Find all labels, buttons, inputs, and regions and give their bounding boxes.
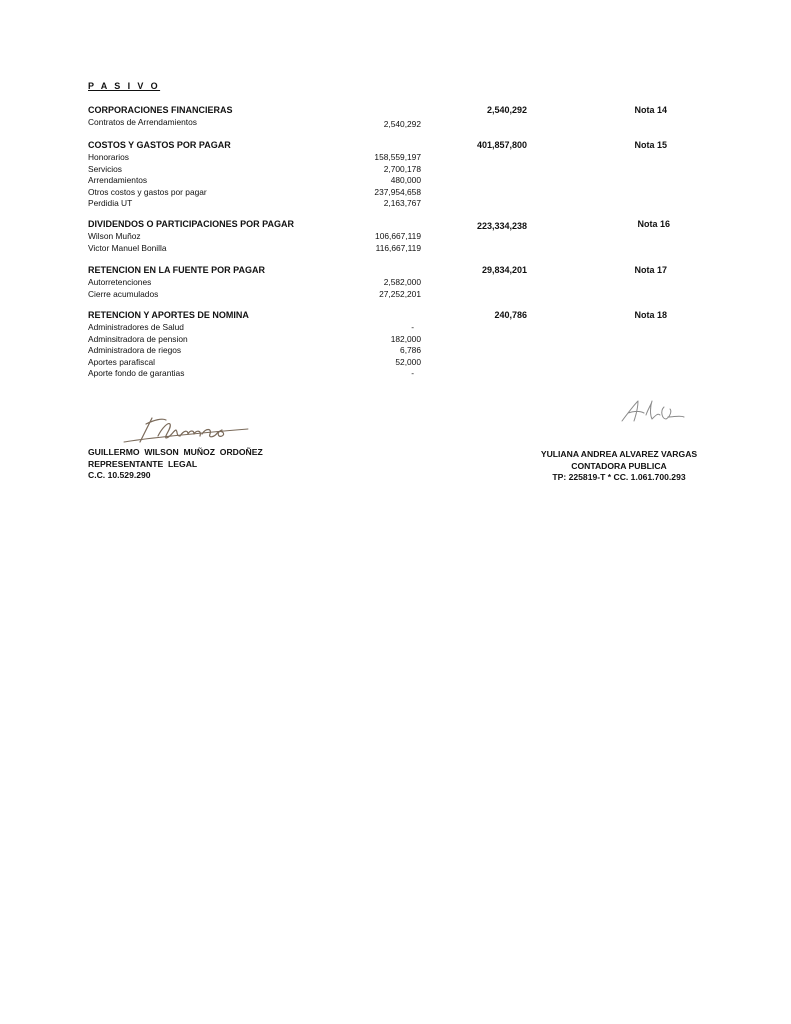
section-nota: Nota 16 bbox=[637, 219, 670, 229]
line-item-value: 6,786 bbox=[400, 345, 421, 355]
section-nota: Nota 17 bbox=[634, 265, 667, 275]
line-item-label: Administradores de Salud bbox=[88, 322, 184, 332]
page-title: P A S I V O bbox=[88, 81, 161, 91]
line-item-label: Wilson Muñoz bbox=[88, 231, 141, 241]
section-title: COSTOS Y GASTOS POR PAGAR bbox=[88, 140, 231, 150]
line-item-label: Cierre acumulados bbox=[88, 288, 159, 299]
line-item-label: Perdidia UT bbox=[88, 198, 133, 208]
line-item-value: - bbox=[411, 322, 414, 332]
line-item-value: - bbox=[411, 368, 414, 378]
section-dividendos bbox=[0, 219, 791, 254]
section-title: RETENCION EN LA FUENTE POR PAGAR bbox=[88, 265, 266, 275]
line-item-value: 52,000 bbox=[395, 356, 421, 367]
line-item bbox=[0, 117, 791, 129]
line-item-label: Otros costos y gastos por pagar bbox=[88, 186, 207, 197]
legal-representative-signature bbox=[118, 412, 268, 448]
line-item-value: 237,954,658 bbox=[374, 186, 421, 197]
signatory-role: REPRESENTANTE LEGAL bbox=[88, 458, 198, 469]
line-item bbox=[0, 277, 791, 289]
section-nota: Nota 15 bbox=[634, 140, 667, 150]
line-item-label: Servicios bbox=[88, 163, 122, 174]
line-item bbox=[0, 368, 791, 380]
line-item-value: 2,582,000 bbox=[383, 277, 421, 287]
section-retencion-nomina bbox=[0, 310, 791, 380]
line-item-value: 106,667,119 bbox=[375, 231, 421, 241]
section-total: 240,786 bbox=[494, 310, 527, 320]
line-item bbox=[0, 231, 791, 243]
line-item bbox=[0, 322, 791, 334]
signatory-id: C.C. 10.529.290 bbox=[88, 470, 151, 480]
signatory-id: TP: 225819-T * CC. 1.061.700.293 bbox=[552, 472, 686, 482]
line-item-value: 2,163,767 bbox=[383, 198, 421, 208]
section-nota: Nota 14 bbox=[634, 105, 667, 115]
line-item-label: Administradora de riegos bbox=[88, 345, 182, 355]
line-item-label: Victor Manuel Bonilla bbox=[88, 242, 167, 253]
line-item-label: Arrendamientos bbox=[88, 175, 148, 185]
line-item bbox=[0, 152, 791, 164]
section-retencion-fuente bbox=[0, 265, 791, 300]
signatory-legal-representative bbox=[88, 447, 263, 482]
line-item bbox=[0, 334, 791, 346]
section-header bbox=[0, 140, 791, 152]
signatory-name: YULIANA ANDREA ALVAREZ VARGAS bbox=[540, 449, 698, 459]
section-costos-gastos bbox=[0, 140, 791, 210]
line-item bbox=[0, 175, 791, 187]
line-item bbox=[0, 198, 791, 210]
signatory-role: CONTADORA PUBLICA bbox=[571, 460, 667, 471]
section-title: RETENCION Y APORTES DE NOMINA bbox=[88, 310, 249, 320]
line-item-value: 2,540,292 bbox=[383, 119, 421, 129]
signatory-name: GUILLERMO WILSON MUÑOZ ORDOÑEZ bbox=[88, 447, 263, 457]
line-item-value: 480,000 bbox=[390, 175, 421, 185]
line-item-label: Aportes parafiscal bbox=[88, 356, 156, 367]
line-item-value: 116,667,119 bbox=[375, 242, 421, 253]
line-item-value: 27,252,201 bbox=[379, 288, 421, 299]
section-corporaciones-financieras bbox=[0, 105, 791, 129]
line-item-label: Contratos de Arrendamientos bbox=[88, 117, 197, 127]
section-total: 2,540,292 bbox=[486, 105, 527, 115]
line-item bbox=[0, 243, 791, 255]
accountant-signature bbox=[618, 397, 688, 427]
section-header bbox=[0, 105, 791, 117]
line-item bbox=[0, 289, 791, 301]
section-header bbox=[0, 219, 791, 231]
line-item-label: Autorretenciones bbox=[88, 277, 152, 287]
line-item-label: Aporte fondo de garantias bbox=[88, 368, 185, 378]
line-item bbox=[0, 357, 791, 369]
section-header bbox=[0, 310, 791, 322]
section-title: DIVIDENDOS O PARTICIPACIONES POR PAGAR bbox=[88, 219, 295, 229]
section-total: 29,834,201 bbox=[481, 265, 527, 275]
line-item bbox=[0, 345, 791, 357]
line-item-value: 158,559,197 bbox=[374, 152, 421, 162]
line-item-value: 2,700,178 bbox=[383, 163, 421, 174]
section-header bbox=[0, 265, 791, 277]
section-total: 223,334,238 bbox=[476, 221, 527, 231]
section-nota: Nota 18 bbox=[634, 310, 667, 320]
line-item-value: 182,000 bbox=[390, 333, 421, 344]
signatory-accountant bbox=[519, 449, 719, 484]
section-title: CORPORACIONES FINANCIERAS bbox=[88, 105, 233, 115]
line-item-label: Honorarios bbox=[88, 152, 129, 162]
line-item bbox=[0, 187, 791, 199]
line-item bbox=[0, 164, 791, 176]
line-item-label: Adminsitradora de pension bbox=[88, 333, 188, 344]
section-total: 401,857,800 bbox=[476, 140, 527, 150]
